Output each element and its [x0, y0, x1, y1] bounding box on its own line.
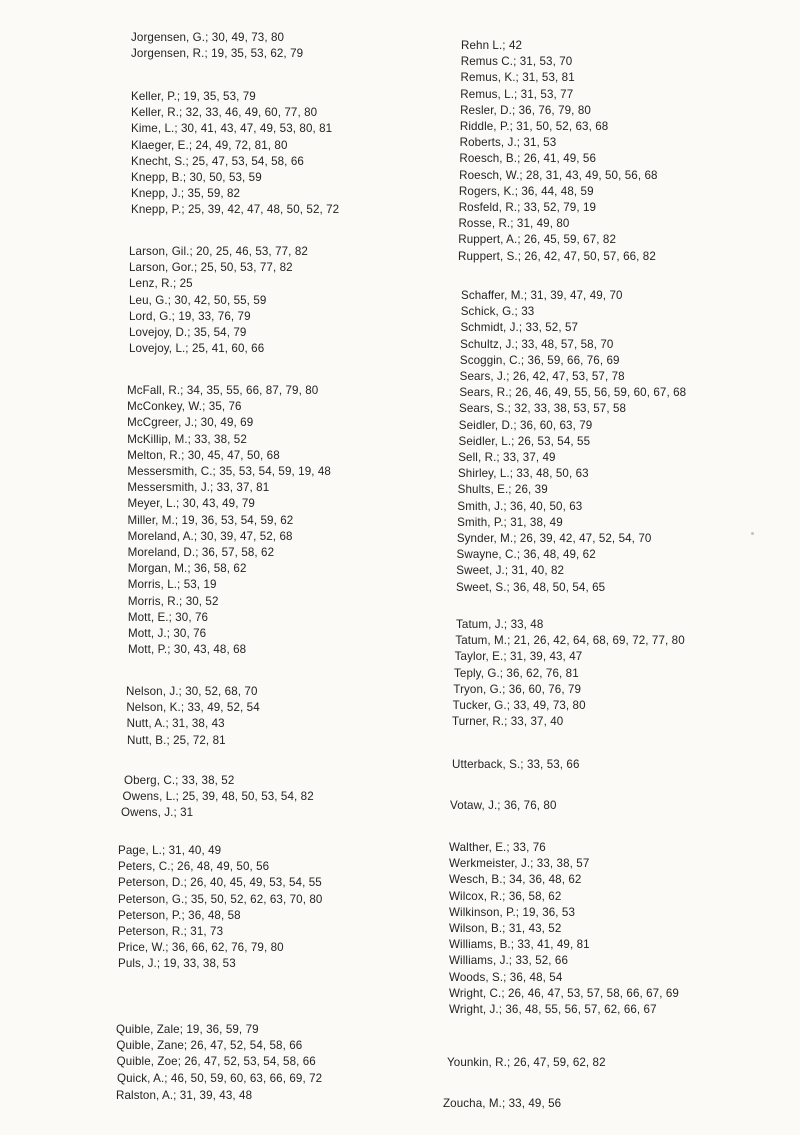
index-entry: Kime, L.; 30, 41, 43, 47, 49, 53, 80, 81: [131, 122, 333, 136]
index-entry: Miller, M.; 19, 36, 53, 54, 59, 62: [127, 513, 294, 527]
index-entry: Synder, M.; 26, 39, 42, 47, 52, 54, 70: [456, 532, 652, 545]
index-entry: Remus, L.; 31, 53, 77: [460, 87, 574, 101]
index-entry: Sears, S.; 32, 33, 38, 53, 57, 58: [459, 402, 627, 416]
index-entry: Schaffer, M.; 31, 39, 47, 49, 70: [461, 289, 623, 302]
index-entry: Ralston, A.; 31, 39, 43, 48: [116, 1089, 253, 1102]
index-entry: Walther, E.; 33, 76: [449, 841, 546, 854]
index-entry: Peterson, P.; 36, 48, 58: [118, 908, 241, 922]
index-entry: Schick, G.; 33: [460, 305, 535, 319]
index-entry: Lord, G.; 19, 33, 76, 79: [129, 309, 251, 323]
index-entry: Rogers, K.; 36, 44, 48, 59: [458, 184, 594, 198]
index-entry: Rosse, R.; 31, 49, 80: [458, 217, 570, 231]
index-entry: Roberts, J.; 31, 53: [459, 136, 557, 150]
index-entry: Roesch, B.; 26, 41, 49, 56: [459, 152, 597, 166]
index-entry: Rosfeld, R.; 33, 52, 79, 19: [458, 201, 597, 214]
index-entry: Teply, G.; 36, 62, 76, 81: [454, 666, 579, 680]
index-entry: Tatum, M.; 21, 26, 42, 64, 68, 69, 72, 77, 80: [455, 634, 685, 648]
index-entry: Owens, J.; 31: [121, 806, 194, 820]
index-entry: Larson, Gil.; 20, 25, 46, 53, 77, 82: [129, 245, 308, 258]
index-entry: Resler, D.; 36, 76, 79, 80: [460, 103, 591, 117]
index-entry: Tatum, J.; 33, 48: [456, 618, 544, 631]
index-entry: Ruppert, A.; 26, 45, 59, 67, 82: [458, 233, 617, 247]
index-entry: Peterson, G.; 35, 50, 52, 62, 63, 70, 80: [118, 892, 323, 906]
index-entry: Keller, R.; 32, 33, 46, 49, 60, 77, 80: [131, 106, 318, 120]
index-entry: Moreland, D.; 36, 57, 58, 62: [127, 546, 275, 559]
index-entry: Morris, R.; 30, 52: [127, 594, 219, 608]
index-entry: Messersmith, C.; 35, 53, 54, 59, 19, 48: [127, 465, 331, 478]
index-entry: Nelson, K.; 33, 49, 52, 54: [126, 701, 260, 715]
index-entry: Morgan, M.; 36, 58, 62: [127, 562, 247, 576]
paper-speck: [751, 532, 754, 535]
index-entry: Remus C.; 31, 53, 70: [460, 55, 573, 69]
index-entry: Utterback, S.; 33, 53, 66: [452, 758, 580, 771]
index-entry: Quible, Zoe; 26, 47, 52, 53, 54, 58, 66: [116, 1055, 316, 1069]
index-entry: Peterson, R.; 31, 73: [118, 925, 224, 938]
index-entry: Jorgensen, R.; 19, 35, 53, 62, 79: [131, 47, 304, 61]
index-entry: Rehn L.; 42: [461, 39, 523, 52]
index-entry: Lovejoy, L.; 25, 41, 60, 66: [129, 342, 265, 356]
index-entry: Owens, L.; 25, 39, 48, 50, 53, 54, 82: [122, 790, 314, 804]
index-entry: Peters, C.; 26, 48, 49, 50, 56: [118, 860, 270, 874]
index-entry: Shults, E.; 26, 39: [457, 483, 548, 497]
index-entry: Knecht, S.; 25, 47, 53, 54, 58, 66: [131, 154, 304, 168]
index-entry: Wright, J.; 36, 48, 55, 56, 57, 62, 66, 67: [449, 1003, 657, 1016]
index-entry: McCgreer, J.; 30, 49, 69: [127, 416, 254, 430]
index-entry: Morris, L.; 53, 19: [127, 578, 217, 592]
index-entry: Werkmeister, J.; 33, 38, 57: [449, 857, 590, 871]
index-entry: Puls, J.; 19, 33, 38, 53: [118, 957, 236, 971]
index-entry: Messersmith, J.; 33, 37, 81: [127, 481, 270, 495]
index-entry: Knepp, P.; 25, 39, 42, 47, 48, 50, 52, 72: [131, 203, 340, 217]
index-entry: Moreland, A.; 30, 39, 47, 52, 68: [127, 529, 293, 543]
index-entry: Smith, J.; 36, 40, 50, 63: [457, 499, 583, 513]
index-entry: Melton, R.; 30, 45, 47, 50, 68: [127, 448, 280, 462]
index-entry: Sweet, S.; 36, 48, 50, 54, 65: [456, 580, 606, 594]
index-entry: Ruppert, S.; 26, 42, 47, 50, 57, 66, 82: [458, 249, 656, 263]
index-entry: Quick, A.; 46, 50, 59, 60, 63, 66, 69, 72: [117, 1071, 323, 1085]
index-entry: Schultz, J.; 33, 48, 57, 58, 70: [460, 337, 614, 351]
index-entry: Mott, J.; 30, 76: [127, 627, 207, 640]
index-entry: Roesch, W.; 28, 31, 43, 49, 50, 56, 68: [459, 168, 658, 182]
index-entry: Seidler, D.; 36, 60, 63, 79: [458, 418, 593, 432]
index-entry: Williams, B.; 33, 41, 49, 81: [449, 938, 590, 952]
index-entry: Nutt, A.; 31, 38, 43: [126, 717, 225, 731]
index-entry: Price, W.; 36, 66, 62, 76, 79, 80: [118, 941, 284, 955]
index-entry: Klaeger, E.; 24, 49, 72, 81, 80: [131, 138, 288, 152]
index-entry: Quible, Zane; 26, 47, 52, 54, 58, 66: [116, 1039, 303, 1053]
index-entry: Lenz, R.; 25: [129, 277, 193, 291]
index-entry: Nutt, B.; 25, 72, 81: [127, 733, 226, 747]
index-entry: Larson, Gor.; 25, 50, 53, 77, 82: [129, 261, 293, 275]
index-entry: Quible, Zale; 19, 36, 59, 79: [116, 1023, 259, 1036]
index-entry: Shirley, L.; 33, 48, 50, 63: [457, 467, 589, 481]
index-entry: Zoucha, M.; 33, 49, 56: [443, 1097, 562, 1110]
index-entry: Williams, J.; 33, 52, 66: [449, 954, 569, 968]
index-entry: Meyer, L.; 30, 43, 49, 79: [127, 497, 255, 511]
index-entry: Younkin, R.; 26, 47, 59, 62, 82: [447, 1056, 606, 1069]
index-entry: Nelson, J.; 30, 52, 68, 70: [126, 685, 258, 698]
index-entry: Oberg, C.; 33, 38, 52: [124, 774, 235, 787]
index-entry: Sweet, J.; 31, 40, 82: [456, 564, 565, 578]
index-entry: Woods, S.; 36, 48, 54: [449, 970, 563, 984]
index-entry: McKillip, M.; 33, 38, 52: [127, 432, 247, 446]
index-entry: Wilson, B.; 31, 43, 52: [449, 922, 562, 935]
index-entry: Taylor, E.; 31, 39, 43, 47: [454, 650, 583, 664]
index-entry: Seidler, L.; 26, 53, 54, 55: [458, 434, 591, 448]
index-entry: Tucker, G.; 33, 49, 73, 80: [452, 699, 586, 712]
index-entry: Knepp, B.; 30, 50, 53, 59: [131, 171, 262, 184]
index-entry: Peterson, D.; 26, 40, 45, 49, 53, 54, 55: [118, 876, 322, 890]
index-entry: Wright, C.; 26, 46, 47, 53, 57, 58, 66, 67, 69: [449, 986, 679, 1000]
index-entry: Page, L.; 31, 40, 49: [118, 844, 222, 857]
index-entry: McFall, R.; 34, 35, 55, 66, 87, 79, 80: [127, 384, 319, 397]
index-entry: Keller, P.; 19, 35, 53, 79: [131, 90, 256, 103]
index-entry: Mott, E.; 30, 76: [127, 610, 209, 624]
index-entry: Wesch, B.; 34, 36, 48, 62: [449, 873, 582, 887]
index-entry: Wilcox, R.; 36, 58, 62: [449, 889, 562, 903]
index-entry: Tryon, G.; 36, 60, 76, 79: [453, 682, 582, 696]
index-entry: Schmidt, J.; 33, 52, 57: [460, 321, 579, 335]
index-entry: Remus, K.; 31, 53, 81: [460, 71, 575, 85]
index-entry: Leu, G.; 30, 42, 50, 55, 59: [129, 293, 267, 307]
index-entry: Mott, P.; 30, 43, 48, 68: [128, 643, 247, 657]
index-entry: Turner, R.; 33, 37, 40: [452, 715, 564, 729]
index-entry: Sears, J.; 26, 42, 47, 53, 57, 78: [459, 370, 625, 383]
index-entry: Sell, R.; 33, 37, 49: [458, 451, 556, 464]
index-entry: Lovejoy, D.; 35, 54, 79: [129, 326, 247, 339]
index-entry: Riddle, P.; 31, 50, 52, 63, 68: [459, 120, 609, 133]
index-entry: Swayne, C.; 36, 48, 49, 62: [456, 548, 596, 562]
index-entry: Smith, P.; 31, 38, 49: [457, 515, 563, 529]
index-entry: Sears, R.; 26, 46, 49, 55, 56, 59, 60, 67, 68: [459, 386, 687, 400]
index-entry: Votaw, J.; 36, 76, 80: [450, 799, 557, 812]
index-entry: Scoggin, C.; 36, 59, 66, 76, 69: [459, 353, 620, 367]
index-entry: Wilkinson, P.; 19, 36, 53: [449, 905, 576, 919]
index-entry: Jorgensen, G.; 30, 49, 73, 80: [131, 31, 285, 44]
index-entry: Knepp, J.; 35, 59, 82: [131, 187, 241, 201]
index-entry: McConkey, W.; 35, 76: [127, 400, 242, 414]
